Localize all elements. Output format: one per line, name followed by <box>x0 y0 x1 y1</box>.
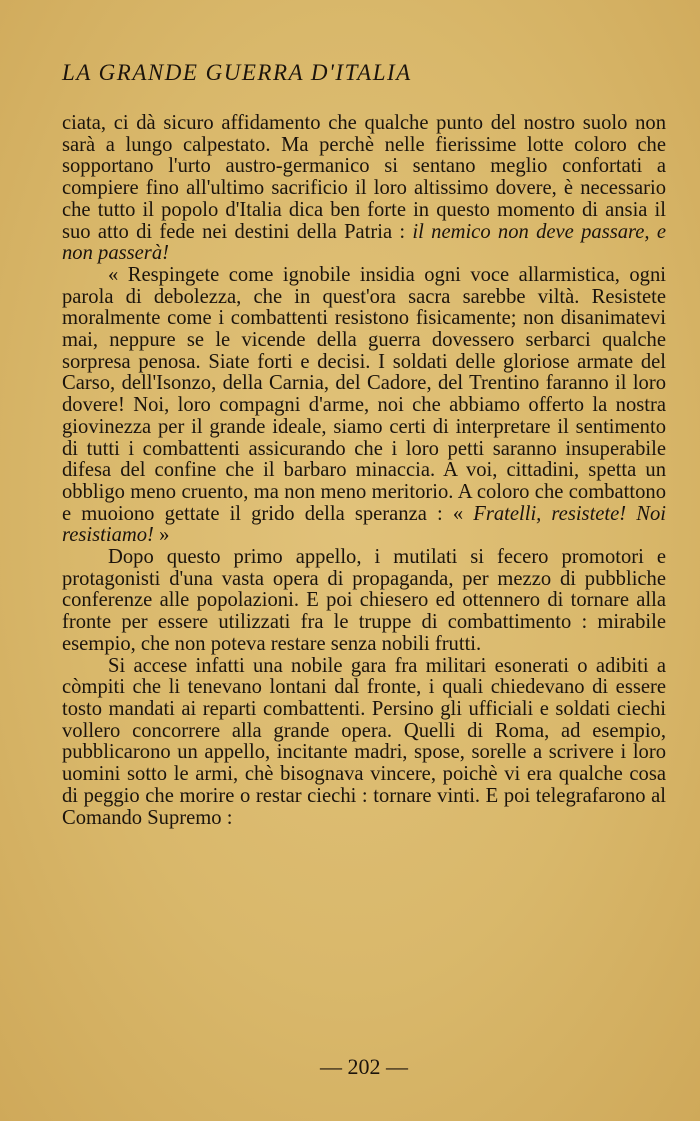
paragraph-2-after: » <box>159 524 170 547</box>
running-head: LA GRANDE GUERRA D'ITALIA <box>62 60 412 85</box>
paragraph-1-italic: il nemico non deve passare, e non passerà! <box>62 220 666 265</box>
paragraph-4 <box>62 656 666 830</box>
paragraph-1-text: ciata, ci dà sicuro affidamento che qualche punto del nostro suolo non sarà a lungo calpestato. Ma perchè nelle fierissime lotte coloro che sopportano l'urto austro-germanico si sentano meglio confortati a compiere fino all'ultimo sacrificio il loro altissimo dovere, è necessario che tutto il popolo d'Italia dica ben forte in questo momento di ansia il suo atto di fede nei destini della Patria : <box>62 112 666 243</box>
page-number: — 202 — <box>320 1054 408 1079</box>
body-text <box>62 113 666 829</box>
paragraph-3-text: Dopo questo primo appello, i mutilati si fecero promotori e protagonisti d'una vasta opera di propaganda, per mezzo di pubbliche conferenze alle popolazioni. E poi chiesero ed ottennero di tornare alla fronte per essere utilizzati fra le truppe di combattimento : mirabile esempio, che non poteva restare senza nobili frutti. <box>62 546 666 655</box>
paragraph-1 <box>62 113 666 265</box>
paragraph-2-text: « Respingete come ignobile insidia ogni voce allarmistica, ogni parola di debolezza, che in quest'ora sacra sarebbe viltà. Resistete moralmente come i combattenti resistono fisicamente; non disanimatevi mai, neppure se le vicende della guerra dovessero serbarci qualche sorpresa penosa. Siate forti e decisi. I soldati delle gloriose armate del Carso, dell'Isonzo, della Carnia, del Cadore, del Trentino faranno il loro dovere! Noi, loro compagni d'arme, noi che abbiamo offerto la nostra giovinezza per il grande ideale, siamo certi di interpretare il sentimento di tutti i combattenti assicurando che i loro petti saranno insuperabile difesa del confine che il barbaro minaccia. A voi, cittadini, spetta un obbligo meno cruento, ma non meno meritorio. A coloro che combattono e muoiono gettate il grido della speranza : « <box>62 263 666 525</box>
paragraph-2-italic: Fratelli, resistete! Noi resistiamo! <box>62 502 667 547</box>
paragraph-3 <box>62 547 666 656</box>
paragraph-2 <box>62 265 666 547</box>
paragraph-4-text: Si accese infatti una nobile gara fra militari esonerati o adibiti a còmpiti che li tenevano lontani dal fronte, i quali chiedevano di essere tosto mandati ai reparti combattenti. Persino gli ufficiali e soldati ciechi vollero concorrere alla grande opera. Quelli di Roma, ad esempio, pubblicarono un appello, incitante madri, spose, sorelle a scrivere i loro uomini sotto le armi, chè bisognava vincere, poichè vi era qualche cosa di peggio che morire o restar ciechi : tornare vinti. E poi telegrafarono al Comando Supremo : <box>62 654 666 829</box>
